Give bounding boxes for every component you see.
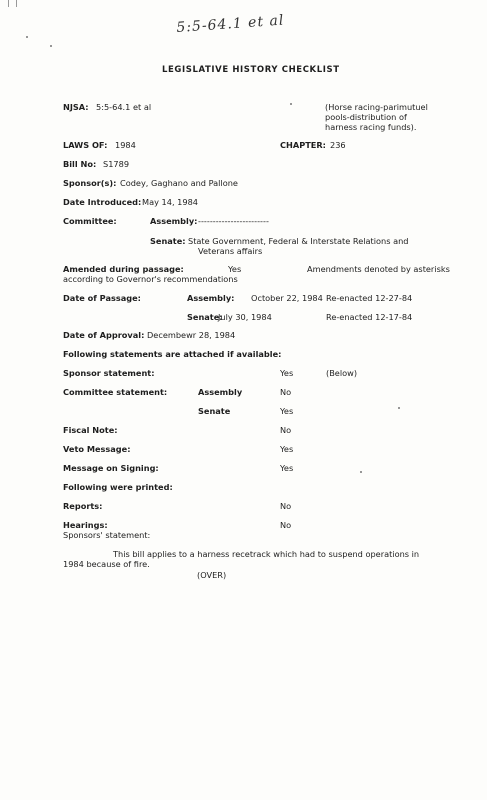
committee-statement-senate-value: Yes: [280, 406, 294, 416]
reports-label: Reports:: [63, 501, 103, 511]
sponsors-statement-label: Sponsors' statement:: [63, 530, 151, 540]
passage-senate-reenacted: Re-enacted 12-17-84: [326, 312, 413, 322]
scan-speck: [50, 45, 52, 47]
sponsor-statement-note: (Below): [326, 368, 358, 378]
scan-mark: [8, 0, 9, 7]
amended-note: Amendments denoted by asterisks: [307, 264, 450, 274]
chapter-label: CHAPTER:: [280, 140, 326, 150]
attached-heading: Following statements are attached if available:: [63, 349, 282, 359]
passage-label: Date of Passage:: [63, 293, 141, 303]
approval-value: Decembewr 28, 1984: [147, 330, 236, 340]
reports-value: No: [280, 501, 292, 511]
veto-message-label: Veto Message:: [63, 444, 131, 454]
sponsors-value: Codey, Gaghano and Pallone: [120, 178, 238, 188]
njsa-label: NJSA:: [63, 102, 89, 112]
passage-assembly-label: Assembly:: [187, 293, 235, 303]
laws-of-label: LAWS OF:: [63, 140, 108, 150]
committee-label: Committee:: [63, 216, 117, 226]
chapter-value: 236: [330, 140, 346, 150]
date-introduced-label: Date Introduced:: [63, 197, 142, 207]
committee-statement-assembly-value: No: [280, 387, 292, 397]
committee-assembly-label: Assembly:: [150, 216, 198, 226]
committee-statement-assembly-label: Assembly: [198, 387, 243, 397]
hearings-label: Hearings:: [63, 520, 108, 530]
committee-assembly-value: ------------------------: [198, 216, 269, 226]
amended-label: Amended during passage:: [63, 264, 184, 274]
committee-statement-label: Committee statement:: [63, 387, 168, 397]
passage-senate-date: July 30, 1984: [218, 312, 272, 322]
laws-of-value: 1984: [115, 140, 136, 150]
message-on-signing-label: Message on Signing:: [63, 463, 159, 473]
scan-mark: [16, 0, 17, 7]
bill-no-label: Bill No:: [63, 159, 97, 169]
amended-subnote: according to Governor's recommendations: [63, 274, 238, 284]
njsa-description-line: harness racing funds).: [325, 122, 417, 132]
scan-speck: [26, 36, 28, 38]
over-marker: (OVER): [197, 570, 227, 580]
amended-value: Yes: [228, 264, 242, 274]
passage-assembly-reenacted: Re-enacted 12-27-84: [326, 293, 413, 303]
statement-text-line: 1984 because of fire.: [63, 559, 150, 569]
page-title: LEGISLATIVE HISTORY CHECKLIST: [162, 65, 340, 75]
scan-speck: [360, 471, 362, 473]
committee-senate-value: State Government, Federal & Interstate Relations and: [188, 236, 409, 246]
message-on-signing-value: Yes: [280, 463, 294, 473]
date-introduced-value: May 14, 1984: [142, 197, 198, 207]
njsa-description-line: (Horse racing-parimutuel: [325, 102, 428, 112]
committee-statement-senate-label: Senate: [198, 406, 231, 416]
handwritten-note: 5:5-64.1 et al: [175, 12, 285, 36]
committee-senate-label: Senate:: [150, 236, 186, 246]
passage-senate-label: Senate:: [187, 312, 223, 322]
statement-text-line: This bill applies to a harness recetrack which had to suspend operations in: [113, 549, 420, 559]
bill-no-value: S1789: [103, 159, 130, 169]
passage-assembly-date: October 22, 1984: [251, 293, 323, 303]
approval-label: Date of Approval:: [63, 330, 145, 340]
scan-speck: [398, 407, 400, 409]
sponsor-statement-value: Yes: [280, 368, 294, 378]
njsa-description-line: pools-distribution of: [325, 112, 407, 122]
printed-heading: Following were printed:: [63, 482, 173, 492]
scan-speck: [290, 103, 292, 105]
fiscal-note-label: Fiscal Note:: [63, 425, 118, 435]
hearings-value: No: [280, 520, 292, 530]
veto-message-value: Yes: [280, 444, 294, 454]
sponsor-statement-label: Sponsor statement:: [63, 368, 155, 378]
fiscal-note-value: No: [280, 425, 292, 435]
njsa-value: 5:5-64.1 et al: [96, 102, 152, 112]
committee-senate-value-cont: Veterans affairs: [198, 246, 263, 256]
sponsors-label: Sponsor(s):: [63, 178, 117, 188]
